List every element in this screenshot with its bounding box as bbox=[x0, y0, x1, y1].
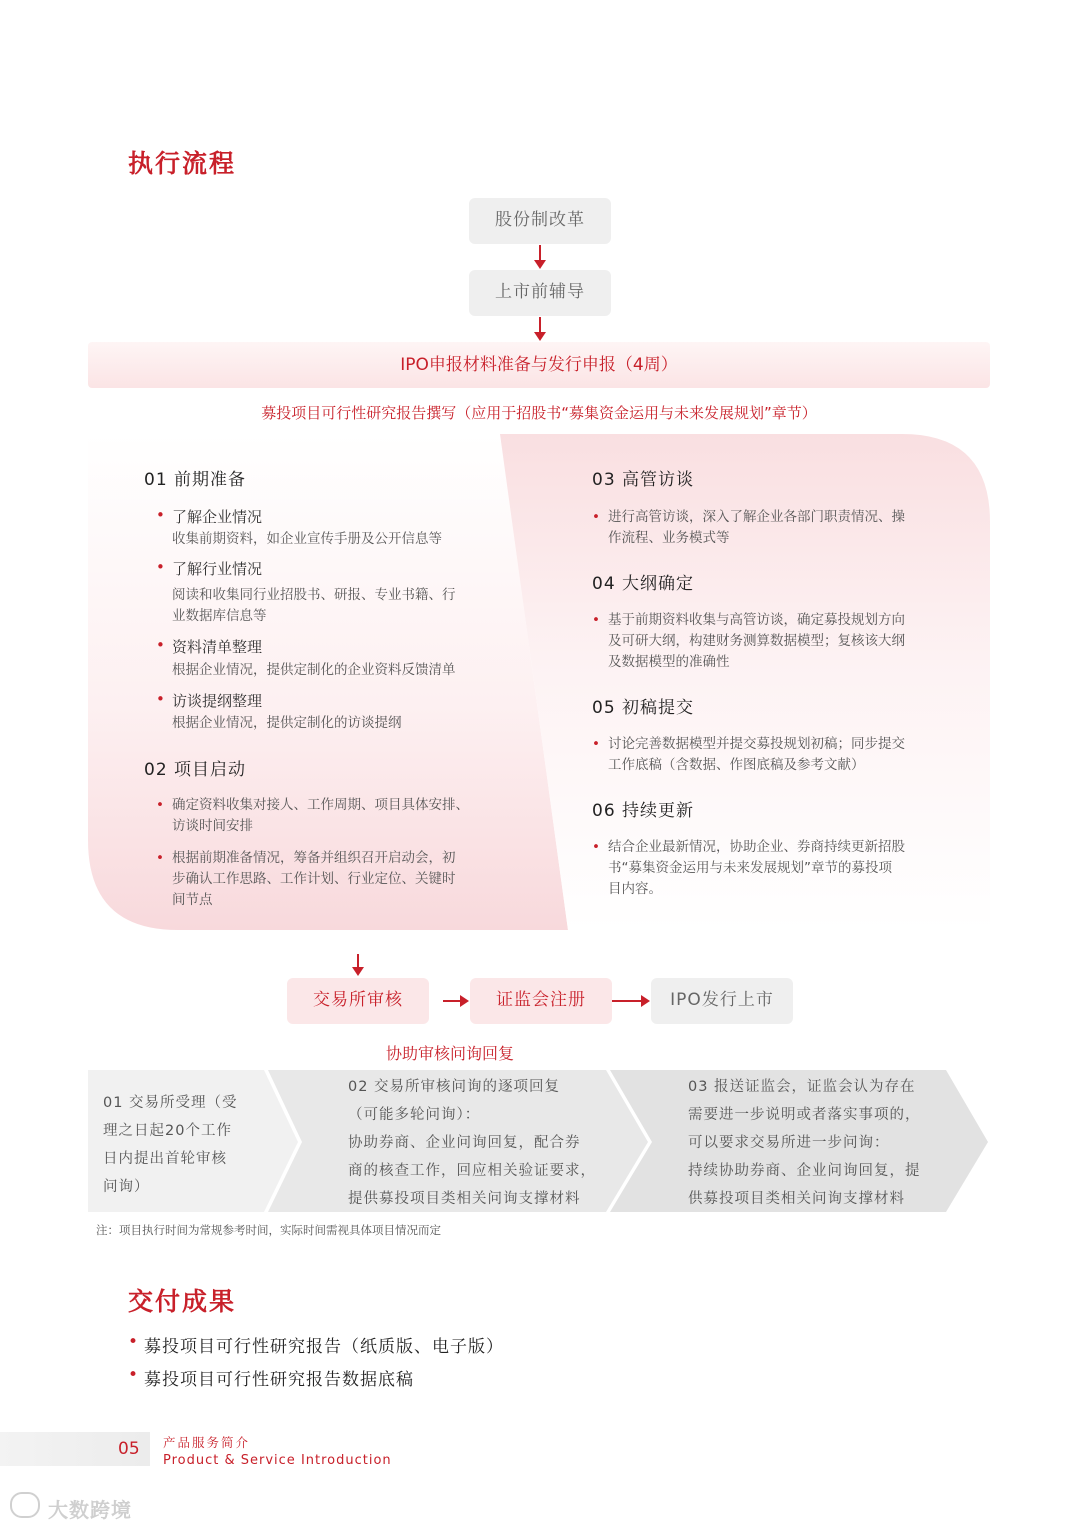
flow-step-reform: 股份制改革 bbox=[469, 198, 611, 244]
flow-arrow bbox=[612, 1000, 648, 1002]
deliverables-title: 交付成果 bbox=[128, 1287, 237, 1316]
bullet-desc: 作流程、业务模式等 bbox=[608, 530, 730, 546]
step-01-title: 01 前期准备 bbox=[144, 470, 247, 490]
chevron-01-text: 01 交易所受理（受 理之日起20个工作 日内提出首轮审核 问询） bbox=[103, 1095, 238, 1195]
bullet-desc: 阅读和收集同行业招股书、研报、专业书籍、行 bbox=[172, 587, 456, 603]
flow-step-ipo: IPO发行上市 bbox=[651, 978, 793, 1024]
bullet-desc: 及可研大纲，构建财务测算数据模型；复核该大纲 bbox=[608, 633, 905, 649]
footer-cn: 产品服务简介 bbox=[163, 1435, 251, 1450]
flow-step-csrc: 证监会注册 bbox=[470, 978, 612, 1024]
bullet-desc: 收集前期资料，如企业宣传手册及公开信息等 bbox=[172, 531, 442, 547]
footer-en: Product & Service Introduction bbox=[163, 1453, 392, 1468]
bullet-desc: 根据企业情况，提供定制化的访谈提纲 bbox=[172, 715, 402, 731]
step-05-title: 05 初稿提交 bbox=[592, 698, 695, 718]
chevron-02-text: 02 交易所审核问询的逐项回复 （可能多轮问询）： 协助券商、企业问询回复，配合券 商的核查工作，回应相关验证要求， 提供募投项目类相关问询支撑材料 bbox=[348, 1079, 596, 1207]
step-03-title: 03 高管访谈 bbox=[592, 470, 695, 490]
bullet-desc: • 根据前期准备情况，筹备并组织召开启动会，初 bbox=[172, 848, 456, 869]
watermark-text: 大数跨境 bbox=[48, 1498, 132, 1522]
bullet-desc: 根据企业情况，提供定制化的企业资料反馈清单 bbox=[172, 662, 456, 678]
page-number: 05 bbox=[118, 1439, 140, 1459]
flow-step-exchange: 交易所审核 bbox=[287, 978, 429, 1024]
bullet-title: • 了解行业情况 bbox=[172, 558, 262, 579]
flow-step-tutoring: 上市前辅导 bbox=[469, 270, 611, 316]
bullet-desc: 目内容。 bbox=[608, 881, 662, 897]
bullet-title: • 资料清单整理 bbox=[172, 636, 262, 657]
bullet-desc: • 基于前期资料收集与高管访谈，确定募投规划方向 bbox=[608, 610, 905, 631]
bullet-desc: 及数据模型的准确性 bbox=[608, 654, 730, 670]
report-subline: 募投项目可行性研究报告撰写（应用于招股书“募集资金运用与未来发展规划”章节） bbox=[261, 404, 817, 422]
bullet-desc: • 确定资料收集对接人、工作周期、项目具体安排、 bbox=[172, 795, 469, 816]
chevron-03-text: 03 报送证监会，证监会认为存在 需要进一步说明或者落实事项的， 可以要求交易所进一步问询： 持续协助券商、企业问询回复，提 供募投项目类相关问询支撑材料 bbox=[688, 1079, 921, 1207]
bullet-desc: • 进行高管访谈，深入了解企业各部门职责情况、操 bbox=[608, 507, 905, 528]
process-title: 执行流程 bbox=[128, 149, 237, 178]
ipo-banner: IPO申报材料准备与发行申报（4周） bbox=[88, 342, 990, 388]
step-02-title: 02 项目启动 bbox=[144, 760, 247, 780]
bullet-title: • 了解企业情况 bbox=[172, 506, 262, 527]
assist-label: 协助审核问询回复 bbox=[385, 1044, 514, 1063]
bullet-desc: • 讨论完善数据模型并提交募投规划初稿；同步提交 bbox=[608, 734, 905, 755]
bullet-desc: 间节点 bbox=[172, 892, 213, 908]
bullet-desc: 访谈时间安排 bbox=[172, 818, 253, 834]
step-06-title: 06 持续更新 bbox=[592, 801, 695, 821]
deliverable-item: • 募投项目可行性研究报告（纸质版、电子版） bbox=[144, 1332, 504, 1357]
bullet-desc: 书“募集资金运用与未来发展规划”章节的募投项 bbox=[608, 860, 892, 876]
watermark-logo-icon bbox=[10, 1492, 40, 1518]
flow-arrow bbox=[539, 245, 541, 267]
flow-arrow bbox=[357, 954, 359, 974]
bullet-desc: 步确认工作思路、工作计划、行业定位、关键时 bbox=[172, 871, 456, 887]
footnote: 注：项目执行时间为常规参考时间，实际时间需视具体项目情况而定 bbox=[96, 1223, 441, 1237]
bullet-desc: • 结合企业最新情况，协助企业、券商持续更新招股 bbox=[608, 837, 905, 858]
bullet-title: • 访谈提纲整理 bbox=[172, 690, 262, 711]
step-04-title: 04 大纲确定 bbox=[592, 574, 695, 594]
flow-arrow bbox=[539, 317, 541, 339]
bullet-desc: 业数据库信息等 bbox=[172, 608, 267, 624]
bullet-desc: 工作底稿（含数据、作图底稿及参考文献） bbox=[608, 757, 865, 773]
flow-arrow bbox=[443, 1000, 467, 1002]
deliverable-item: • 募投项目可行性研究报告数据底稿 bbox=[144, 1365, 414, 1390]
